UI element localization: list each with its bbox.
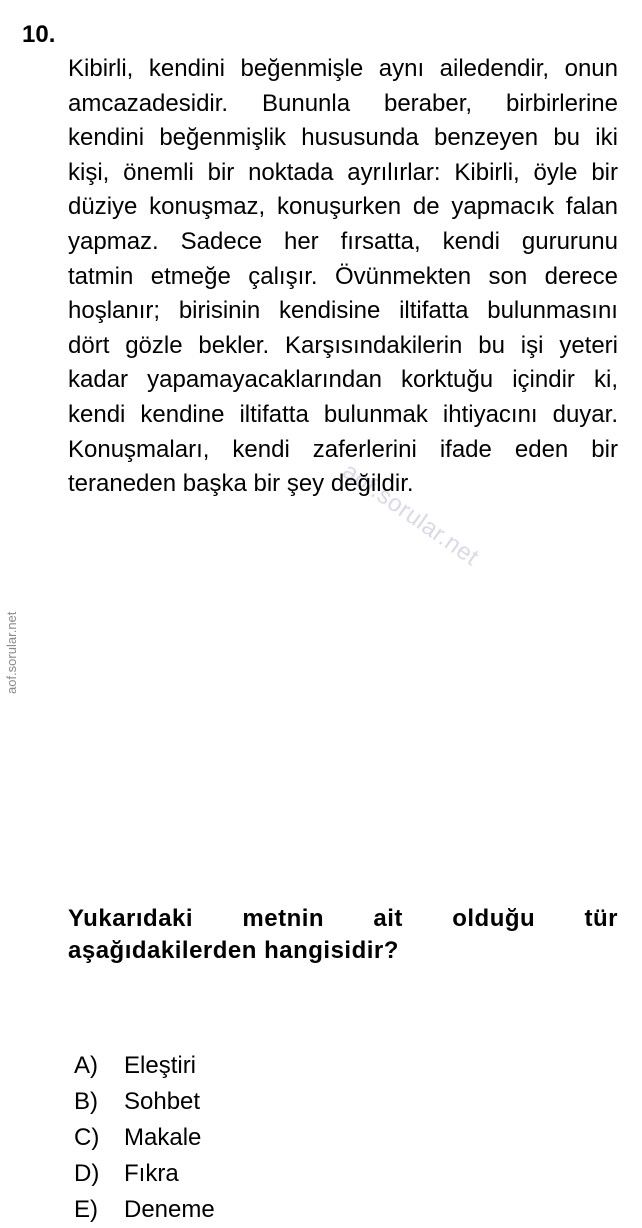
option-text: Fıkra bbox=[124, 1159, 179, 1187]
text-line bbox=[68, 156, 618, 191]
text-line bbox=[68, 52, 618, 87]
word: bulunmasını bbox=[487, 297, 618, 325]
word: aynı bbox=[378, 55, 425, 82]
question-stem bbox=[68, 52, 618, 502]
word: eden bbox=[514, 435, 569, 463]
word: Bununla bbox=[261, 89, 351, 117]
option-text: Sohbet bbox=[124, 1087, 201, 1115]
word: bir bbox=[591, 158, 618, 186]
text-line bbox=[68, 190, 618, 225]
word: fırsatta, bbox=[340, 227, 421, 255]
word: iltifatta bbox=[399, 297, 469, 325]
word: konuşurken bbox=[277, 193, 402, 221]
word: iki bbox=[595, 124, 618, 152]
word: tür bbox=[584, 904, 618, 932]
word: Yukarıdaki bbox=[68, 904, 194, 932]
word: Sadece bbox=[180, 227, 263, 255]
word: kendi bbox=[232, 435, 290, 463]
word: kendini bbox=[68, 124, 145, 152]
word: hususunda bbox=[301, 124, 419, 152]
word: yapmaz. bbox=[68, 227, 159, 255]
word: duyar. bbox=[552, 400, 618, 428]
word: bekler. bbox=[198, 331, 270, 359]
word: öyle bbox=[533, 158, 578, 186]
word: teraneden başka bir şey değildir. bbox=[68, 470, 414, 498]
word: bu bbox=[478, 331, 505, 359]
word: ailedendir, bbox=[439, 55, 550, 82]
word: noktada bbox=[248, 158, 334, 186]
word: kendi bbox=[68, 400, 126, 428]
word: kendini bbox=[148, 55, 225, 82]
word: yapamayacaklarından bbox=[147, 366, 382, 394]
word: birbirlerine bbox=[505, 89, 618, 117]
word: onun bbox=[564, 55, 618, 82]
word: tatmin bbox=[68, 262, 134, 290]
word: zaferlerini bbox=[312, 435, 417, 463]
word: ihtiyacını bbox=[442, 400, 538, 428]
word: konuşmaz, bbox=[149, 193, 266, 221]
text-line bbox=[68, 398, 618, 433]
word: etmeğe bbox=[150, 262, 231, 290]
word: gururunu bbox=[521, 227, 618, 255]
option-a[interactable] bbox=[74, 1048, 642, 1084]
word: kendine bbox=[140, 400, 225, 428]
text-line bbox=[68, 935, 618, 967]
word: beraber, bbox=[383, 89, 473, 117]
text-line bbox=[68, 363, 618, 398]
word: birisinin bbox=[178, 297, 261, 325]
word: korktuğu bbox=[401, 366, 494, 394]
word: falan bbox=[565, 193, 618, 221]
word: Konuşmaları, bbox=[68, 435, 210, 463]
word: yapmacık bbox=[451, 193, 555, 221]
word: derece bbox=[544, 262, 618, 290]
side-watermark: aof.sorular.net bbox=[4, 611, 19, 694]
word: ait bbox=[373, 904, 403, 932]
word: yeteri bbox=[559, 331, 618, 359]
word: olduğu bbox=[452, 904, 536, 932]
text-line bbox=[68, 121, 618, 156]
word: Kibirli, bbox=[454, 158, 520, 186]
word: kendisine bbox=[278, 297, 381, 325]
option-d[interactable] bbox=[74, 1156, 642, 1192]
option-text: Makale bbox=[124, 1123, 202, 1151]
word: benzeyen bbox=[433, 124, 539, 152]
word: metnin bbox=[242, 904, 325, 932]
word: aşağıdakilerden hangisidir? bbox=[68, 936, 399, 964]
question-prompt bbox=[68, 903, 618, 967]
text-line bbox=[68, 260, 618, 295]
word: beğenmişlik bbox=[159, 124, 287, 152]
word: kadar bbox=[68, 366, 129, 394]
word: son bbox=[488, 262, 528, 290]
word: ifade bbox=[439, 435, 492, 463]
question-number: 10. bbox=[22, 21, 56, 48]
option-text: Deneme bbox=[124, 1195, 215, 1223]
word: Övünmekten bbox=[335, 262, 472, 290]
word: ki, bbox=[593, 366, 618, 394]
option-e[interactable] bbox=[74, 1192, 642, 1228]
word: beğenmişle bbox=[240, 55, 364, 82]
word: bir bbox=[207, 158, 235, 186]
word: bu bbox=[553, 124, 581, 152]
option-letter: E) bbox=[74, 1195, 98, 1223]
option-letter: D) bbox=[74, 1159, 100, 1187]
option-c[interactable] bbox=[74, 1120, 642, 1156]
option-b[interactable] bbox=[74, 1084, 642, 1120]
word: çalışır. bbox=[248, 262, 318, 290]
word: de bbox=[412, 193, 440, 221]
word: gözle bbox=[125, 331, 183, 359]
text-line bbox=[68, 433, 618, 468]
word: dört bbox=[68, 331, 110, 359]
word: Kibirli, bbox=[68, 55, 134, 82]
word: Karşısındakilerin bbox=[284, 331, 463, 359]
answer-options bbox=[74, 1048, 642, 1228]
option-letter: C) bbox=[74, 1123, 100, 1151]
text-line bbox=[68, 225, 618, 260]
option-text: Eleştiri bbox=[124, 1051, 197, 1079]
word: kendi bbox=[442, 227, 500, 255]
word: amcazadesidir. bbox=[68, 89, 229, 117]
option-letter: A) bbox=[74, 1051, 98, 1079]
word: iltifatta bbox=[239, 400, 309, 428]
word: kişi, bbox=[68, 158, 110, 186]
word: ayrılırlar: bbox=[347, 158, 441, 186]
word: bulunmak bbox=[323, 400, 428, 428]
text-line bbox=[68, 467, 618, 502]
word: önemli bbox=[123, 158, 194, 186]
word: içindir bbox=[512, 366, 575, 394]
word: her bbox=[283, 227, 319, 255]
text-line bbox=[68, 329, 618, 364]
word: düziye bbox=[68, 193, 138, 221]
option-letter: B) bbox=[74, 1087, 98, 1115]
diagonal-watermark: aof.sorular.net bbox=[337, 457, 484, 572]
text-line bbox=[68, 294, 618, 329]
word: işi bbox=[520, 331, 544, 359]
word: hoşlanır; bbox=[68, 297, 161, 325]
text-line bbox=[68, 87, 618, 122]
text-line bbox=[68, 903, 618, 935]
word: bir bbox=[591, 435, 618, 463]
